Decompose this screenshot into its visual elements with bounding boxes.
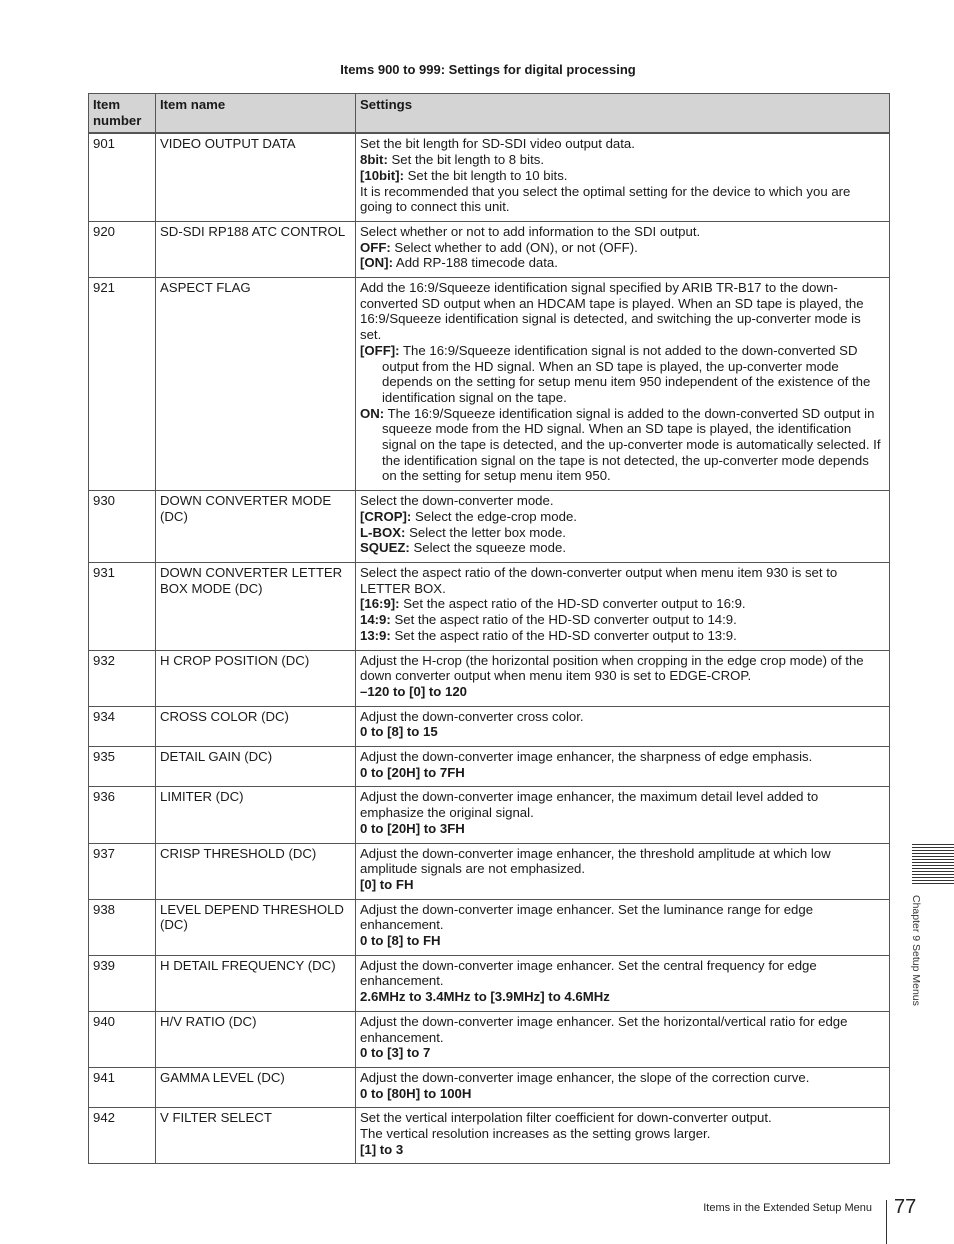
settings-line <box>360 958 885 989</box>
setting-value-label: 2.6MHz to 3.4MHz to [3.9MHz] to 4.6MHz <box>360 989 610 1005</box>
settings-line <box>360 709 885 725</box>
header-item-number: Item number <box>89 94 156 134</box>
setting-value-label: 0 to [20H] to 7FH <box>360 764 465 780</box>
item-number-cell: 936 <box>89 787 156 843</box>
item-name-cell: LEVEL DEPEND THRESHOLD (DC) <box>156 899 356 955</box>
item-number-cell: 939 <box>89 955 156 1011</box>
setting-value-label: 0 to [20H] to 3FH <box>360 820 465 836</box>
settings-line <box>360 343 885 406</box>
settings-line <box>360 168 885 184</box>
settings-line <box>360 821 885 837</box>
settings-line <box>360 509 885 525</box>
setting-description: The 16:9/Squeeze identification signal is not added to the down-converted SD output from the HD signal. When an SD tape is played, the up-converter mode depends on the setting for setup menu item 950 independent of the existence of the identification signal on the tape. <box>382 342 871 405</box>
table-row <box>89 650 890 706</box>
settings-line <box>360 724 885 740</box>
setting-description: Adjust the down-converter image enhancer. Set the luminance range for edge enhancement. <box>360 901 814 933</box>
setting-value-label: 14:9: <box>360 612 391 628</box>
settings-line <box>360 877 885 893</box>
settings-cell <box>356 562 890 650</box>
item-name-cell: V FILTER SELECT <box>156 1108 356 1164</box>
item-number-cell: 941 <box>89 1067 156 1107</box>
settings-line <box>360 184 885 215</box>
item-number-cell: 940 <box>89 1011 156 1067</box>
setting-description: Select the down-converter mode. <box>360 493 554 509</box>
table-row <box>89 133 890 221</box>
table-row <box>89 562 890 650</box>
settings-cell <box>356 899 890 955</box>
setting-description: Adjust the H-crop (the horizontal position when cropping in the edge crop mode) of the down converter output when menu item 930 is set to EDGE-CROP. <box>360 652 864 684</box>
settings-cell <box>356 278 890 491</box>
settings-line <box>360 628 885 644</box>
setting-description: Adjust the down-converter image enhancer. Set the horizontal/vertical ratio for edge enhancement. <box>360 1013 848 1045</box>
setting-description: Adjust the down-converter image enhancer, the sharpness of edge emphasis. <box>360 749 813 765</box>
settings-line <box>360 406 885 485</box>
settings-line <box>360 255 885 271</box>
setting-description: Adjust the down-converter image enhancer. Set the central frequency for edge enhancement. <box>360 957 817 989</box>
settings-line <box>360 1142 885 1158</box>
table-row <box>89 787 890 843</box>
page-number: 77 <box>894 1196 917 1218</box>
setting-description: The vertical resolution increases as the setting grows larger. <box>360 1126 711 1142</box>
setting-description: Select the squeeze mode. <box>409 540 566 556</box>
item-name-cell: CROSS COLOR (DC) <box>156 706 356 746</box>
setting-description: Set the aspect ratio of the HD-SD converter output to 16:9. <box>399 596 746 612</box>
chapter-tab-label: Chapter 9 Setup Menus <box>910 895 922 1006</box>
setting-value-label: [0] to FH <box>360 876 414 892</box>
item-number-cell: 920 <box>89 221 156 277</box>
setting-description: Select whether or not to add information to the SDI output. <box>360 223 701 239</box>
setting-value-label: SQUEZ: <box>360 540 410 556</box>
setting-value-label: 0 to [80H] to 100H <box>360 1085 472 1101</box>
settings-cell <box>356 787 890 843</box>
setting-description: Select the aspect ratio of the down-converter output when menu item 930 is set to LETTER BOX. <box>360 564 838 596</box>
table-row <box>89 1067 890 1107</box>
setting-description: Select the letter box mode. <box>405 524 566 540</box>
settings-line <box>360 540 885 556</box>
setting-value-label: [1] to 3 <box>360 1141 404 1157</box>
setting-description: It is recommended that you select the optimal setting for the device to which you are going to connect this unit. <box>360 183 851 215</box>
setting-description: Select the edge-crop mode. <box>411 508 577 524</box>
settings-line <box>360 1014 885 1045</box>
setting-value-label: L-BOX: <box>360 524 406 540</box>
setting-value-label: [CROP]: <box>360 508 412 524</box>
header-item-name: Item name <box>156 94 356 134</box>
settings-line <box>360 933 885 949</box>
settings-line <box>360 240 885 256</box>
setting-description: Set the bit length to 10 bits. <box>403 167 568 183</box>
table-row <box>89 955 890 1011</box>
page-title: Items 900 to 999: Settings for digital processing <box>340 62 636 77</box>
table-row <box>89 843 890 899</box>
settings-cell <box>356 650 890 706</box>
item-name-cell: GAMMA LEVEL (DC) <box>156 1067 356 1107</box>
setting-value-label: 8bit: <box>360 152 388 168</box>
setting-value-label: [10bit]: <box>360 167 404 183</box>
settings-cell <box>356 1108 890 1164</box>
settings-line <box>360 1070 885 1086</box>
settings-line <box>360 493 885 509</box>
item-name-cell: H/V RATIO (DC) <box>156 1011 356 1067</box>
table-row <box>89 1011 890 1067</box>
settings-cell <box>356 1011 890 1067</box>
settings-line <box>360 1086 885 1102</box>
settings-line <box>360 1110 885 1126</box>
settings-line <box>360 1045 885 1061</box>
table-row <box>89 706 890 746</box>
item-name-cell: H CROP POSITION (DC) <box>156 650 356 706</box>
settings-cell <box>356 747 890 787</box>
setting-value-label: [ON]: <box>360 255 393 271</box>
setting-value-label: [OFF]: <box>360 342 400 358</box>
setting-description: Set the aspect ratio of the HD-SD converter output to 13:9. <box>390 627 737 643</box>
settings-line <box>360 136 885 152</box>
settings-line <box>360 596 885 612</box>
item-number-cell: 930 <box>89 491 156 563</box>
header-settings: Settings <box>356 94 890 134</box>
settings-line <box>360 765 885 781</box>
settings-line <box>360 1126 885 1142</box>
table-row <box>89 899 890 955</box>
setting-description: Adjust the down-converter image enhancer, the slope of the correction curve. <box>360 1069 810 1085</box>
settings-line <box>360 846 885 877</box>
setting-value-label: 0 to [8] to 15 <box>360 724 438 740</box>
setting-value-label: 13:9: <box>360 627 391 643</box>
setting-description: Adjust the down-converter image enhancer, the threshold amplitude at which low amplitude signals are not emphasized. <box>360 845 831 877</box>
settings-line <box>360 749 885 765</box>
settings-line <box>360 612 885 628</box>
settings-cell <box>356 955 890 1011</box>
item-number-cell: 921 <box>89 278 156 491</box>
item-number-cell: 935 <box>89 747 156 787</box>
setting-value-label: [16:9]: <box>360 596 400 612</box>
item-number-cell: 942 <box>89 1108 156 1164</box>
item-name-cell: DETAIL GAIN (DC) <box>156 747 356 787</box>
settings-line <box>360 989 885 1005</box>
item-name-cell: VIDEO OUTPUT DATA <box>156 133 356 221</box>
settings-cell <box>356 221 890 277</box>
item-number-cell: 931 <box>89 562 156 650</box>
setting-value-label: –120 to [0] to 120 <box>360 683 468 699</box>
settings-line <box>360 789 885 820</box>
item-name-cell: DOWN CONVERTER MODE (DC) <box>156 491 356 563</box>
setting-description: Set the vertical interpolation filter coefficient for down-converter output. <box>360 1110 772 1126</box>
item-number-cell: 932 <box>89 650 156 706</box>
settings-cell <box>356 491 890 563</box>
item-number-cell: 938 <box>89 899 156 955</box>
item-name-cell: ASPECT FLAG <box>156 278 356 491</box>
setting-value-label: 0 to [3] to 7 <box>360 1045 431 1061</box>
footer-divider <box>886 1200 887 1244</box>
item-name-cell: SD-SDI RP188 ATC CONTROL <box>156 221 356 277</box>
table-row <box>89 491 890 563</box>
item-name-cell: DOWN CONVERTER LETTER BOX MODE (DC) <box>156 562 356 650</box>
setting-description: Set the bit length to 8 bits. <box>387 152 544 168</box>
settings-line <box>360 684 885 700</box>
item-name-cell: CRISP THRESHOLD (DC) <box>156 843 356 899</box>
settings-cell <box>356 1067 890 1107</box>
settings-cell <box>356 706 890 746</box>
settings-table <box>88 93 890 1164</box>
setting-description: Add RP-188 timecode data. <box>392 255 558 271</box>
item-name-cell: LIMITER (DC) <box>156 787 356 843</box>
setting-value-label: 0 to [8] to FH <box>360 933 441 949</box>
table-row <box>89 221 890 277</box>
item-number-cell: 937 <box>89 843 156 899</box>
footer-section-title: Items in the Extended Setup Menu <box>703 1202 872 1214</box>
setting-description: Set the bit length for SD-SDI video output data. <box>360 136 635 152</box>
setting-description: Add the 16:9/Squeeze identification signal specified by ARIB TR-B17 to the down-converted SD output when an HDCAM tape is played. When an SD tape is played, the 16:9/Squeeze identification signal is detected, and switching the up-converter mode is set. <box>360 280 864 343</box>
settings-line <box>360 565 885 596</box>
settings-cell <box>356 843 890 899</box>
table-row <box>89 1108 890 1164</box>
setting-value-label: ON: <box>360 405 385 421</box>
settings-line <box>360 224 885 240</box>
setting-description: The 16:9/Squeeze identification signal is added to the down-converted SD output in squeeze mode from the HD signal. When an SD tape is played, the identification signal on the tape is detected, and the up-converter mode is automatically selected. If the identification signal on the tape is not detected, the up-converter mode depends on the setting for setup menu item 950. <box>382 405 881 484</box>
table-header-row <box>89 94 890 134</box>
chapter-tab-marker <box>912 844 954 886</box>
settings-line <box>360 152 885 168</box>
table-row <box>89 278 890 491</box>
item-number-cell: 901 <box>89 133 156 221</box>
settings-line <box>360 902 885 933</box>
item-number-cell: 934 <box>89 706 156 746</box>
setting-description: Select whether to add (ON), or not (OFF). <box>390 239 638 255</box>
setting-value-label: OFF: <box>360 239 391 255</box>
settings-cell <box>356 133 890 221</box>
table-row <box>89 747 890 787</box>
item-name-cell: H DETAIL FREQUENCY (DC) <box>156 955 356 1011</box>
setting-description: Adjust the down-converter image enhancer, the maximum detail level added to emphasize the original signal. <box>360 789 819 821</box>
settings-line <box>360 525 885 541</box>
setting-description: Set the aspect ratio of the HD-SD converter output to 14:9. <box>390 612 737 628</box>
setting-description: Adjust the down-converter cross color. <box>360 708 584 724</box>
settings-line <box>360 653 885 684</box>
settings-line <box>360 280 885 343</box>
